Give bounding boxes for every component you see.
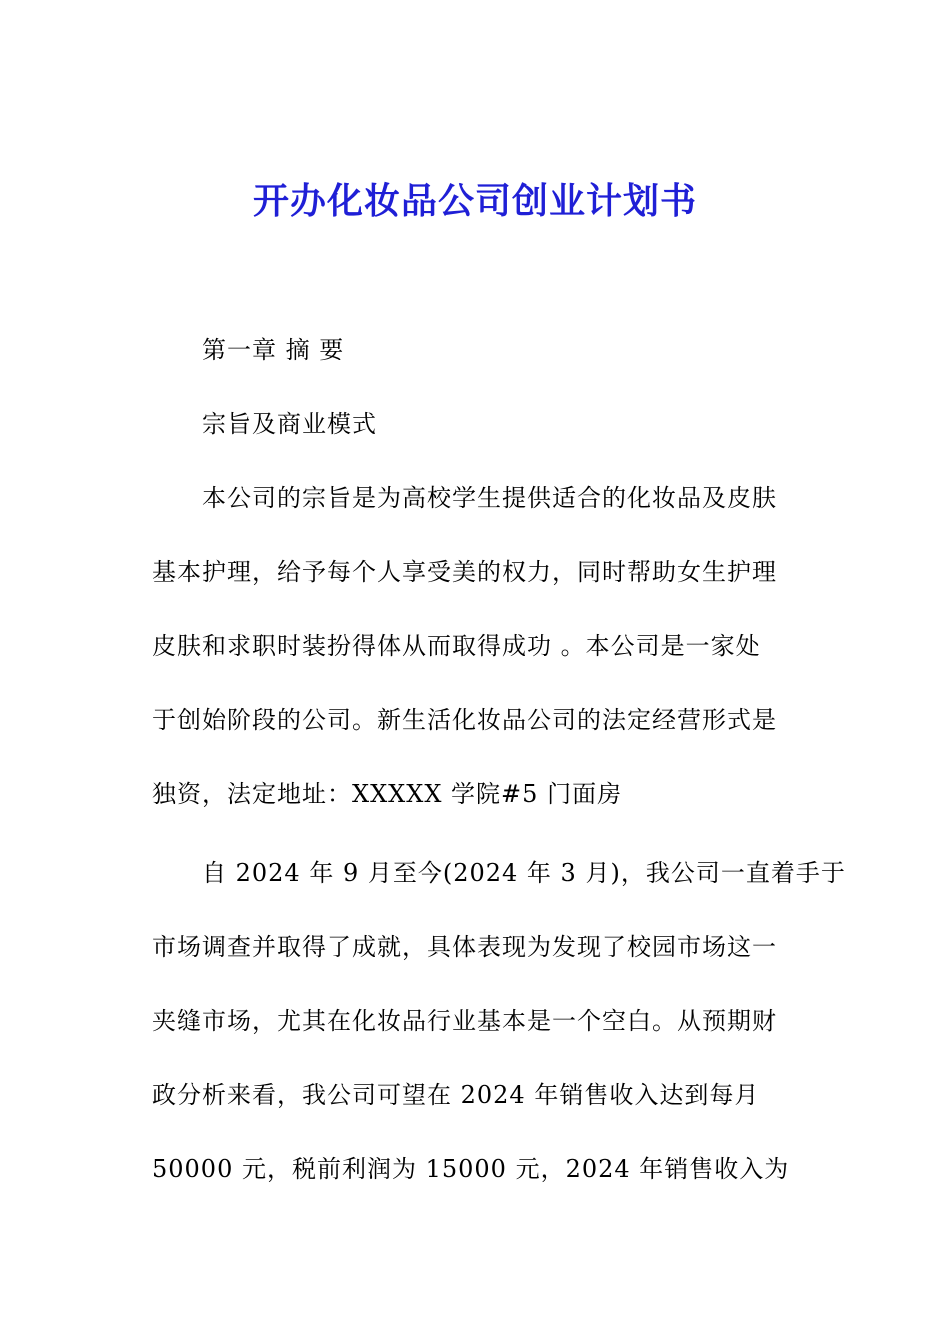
paragraph-line: 夹缝市场，尤其在化妆品行业基本是一个空白。从预期财: [152, 1007, 777, 1035]
paragraph-line: 50000 元，税前利润为 15000 元，2024 年销售收入为: [152, 1155, 790, 1183]
chapter-heading: 第一章 摘 要: [202, 336, 345, 364]
paragraph-line: 皮肤和求职时装扮得体从而取得成功 。本公司是一家处: [152, 632, 761, 660]
section-heading: 宗旨及商业模式: [202, 410, 377, 438]
paragraph-line: 政分析来看，我公司可望在 2024 年销售收入达到每月: [152, 1081, 760, 1109]
paragraph-line: 本公司的宗旨是为高校学生提供适合的化妆品及皮肤: [202, 484, 777, 512]
paragraph-market: [152, 855, 846, 1225]
paragraph-line: 自 2024 年 9 月至今(2024 年 3 月)，我公司一直着手于: [202, 859, 846, 887]
paragraph-line: 于创始阶段的公司。新生活化妆品公司的法定经营形式是: [152, 706, 777, 734]
paragraph-line: 市场调查并取得了成就，具体表现为发现了校园市场这一: [152, 933, 777, 961]
paragraph-line: 基本护理，给予每个人享受美的权力，同时帮助女生护理: [152, 558, 777, 586]
paragraph-purpose: [152, 480, 802, 850]
paragraph-line: 独资，法定地址：XXXXX 学院#5 门面房: [152, 780, 623, 808]
document-title: 开办化妆品公司创业计划书: [252, 181, 697, 222]
